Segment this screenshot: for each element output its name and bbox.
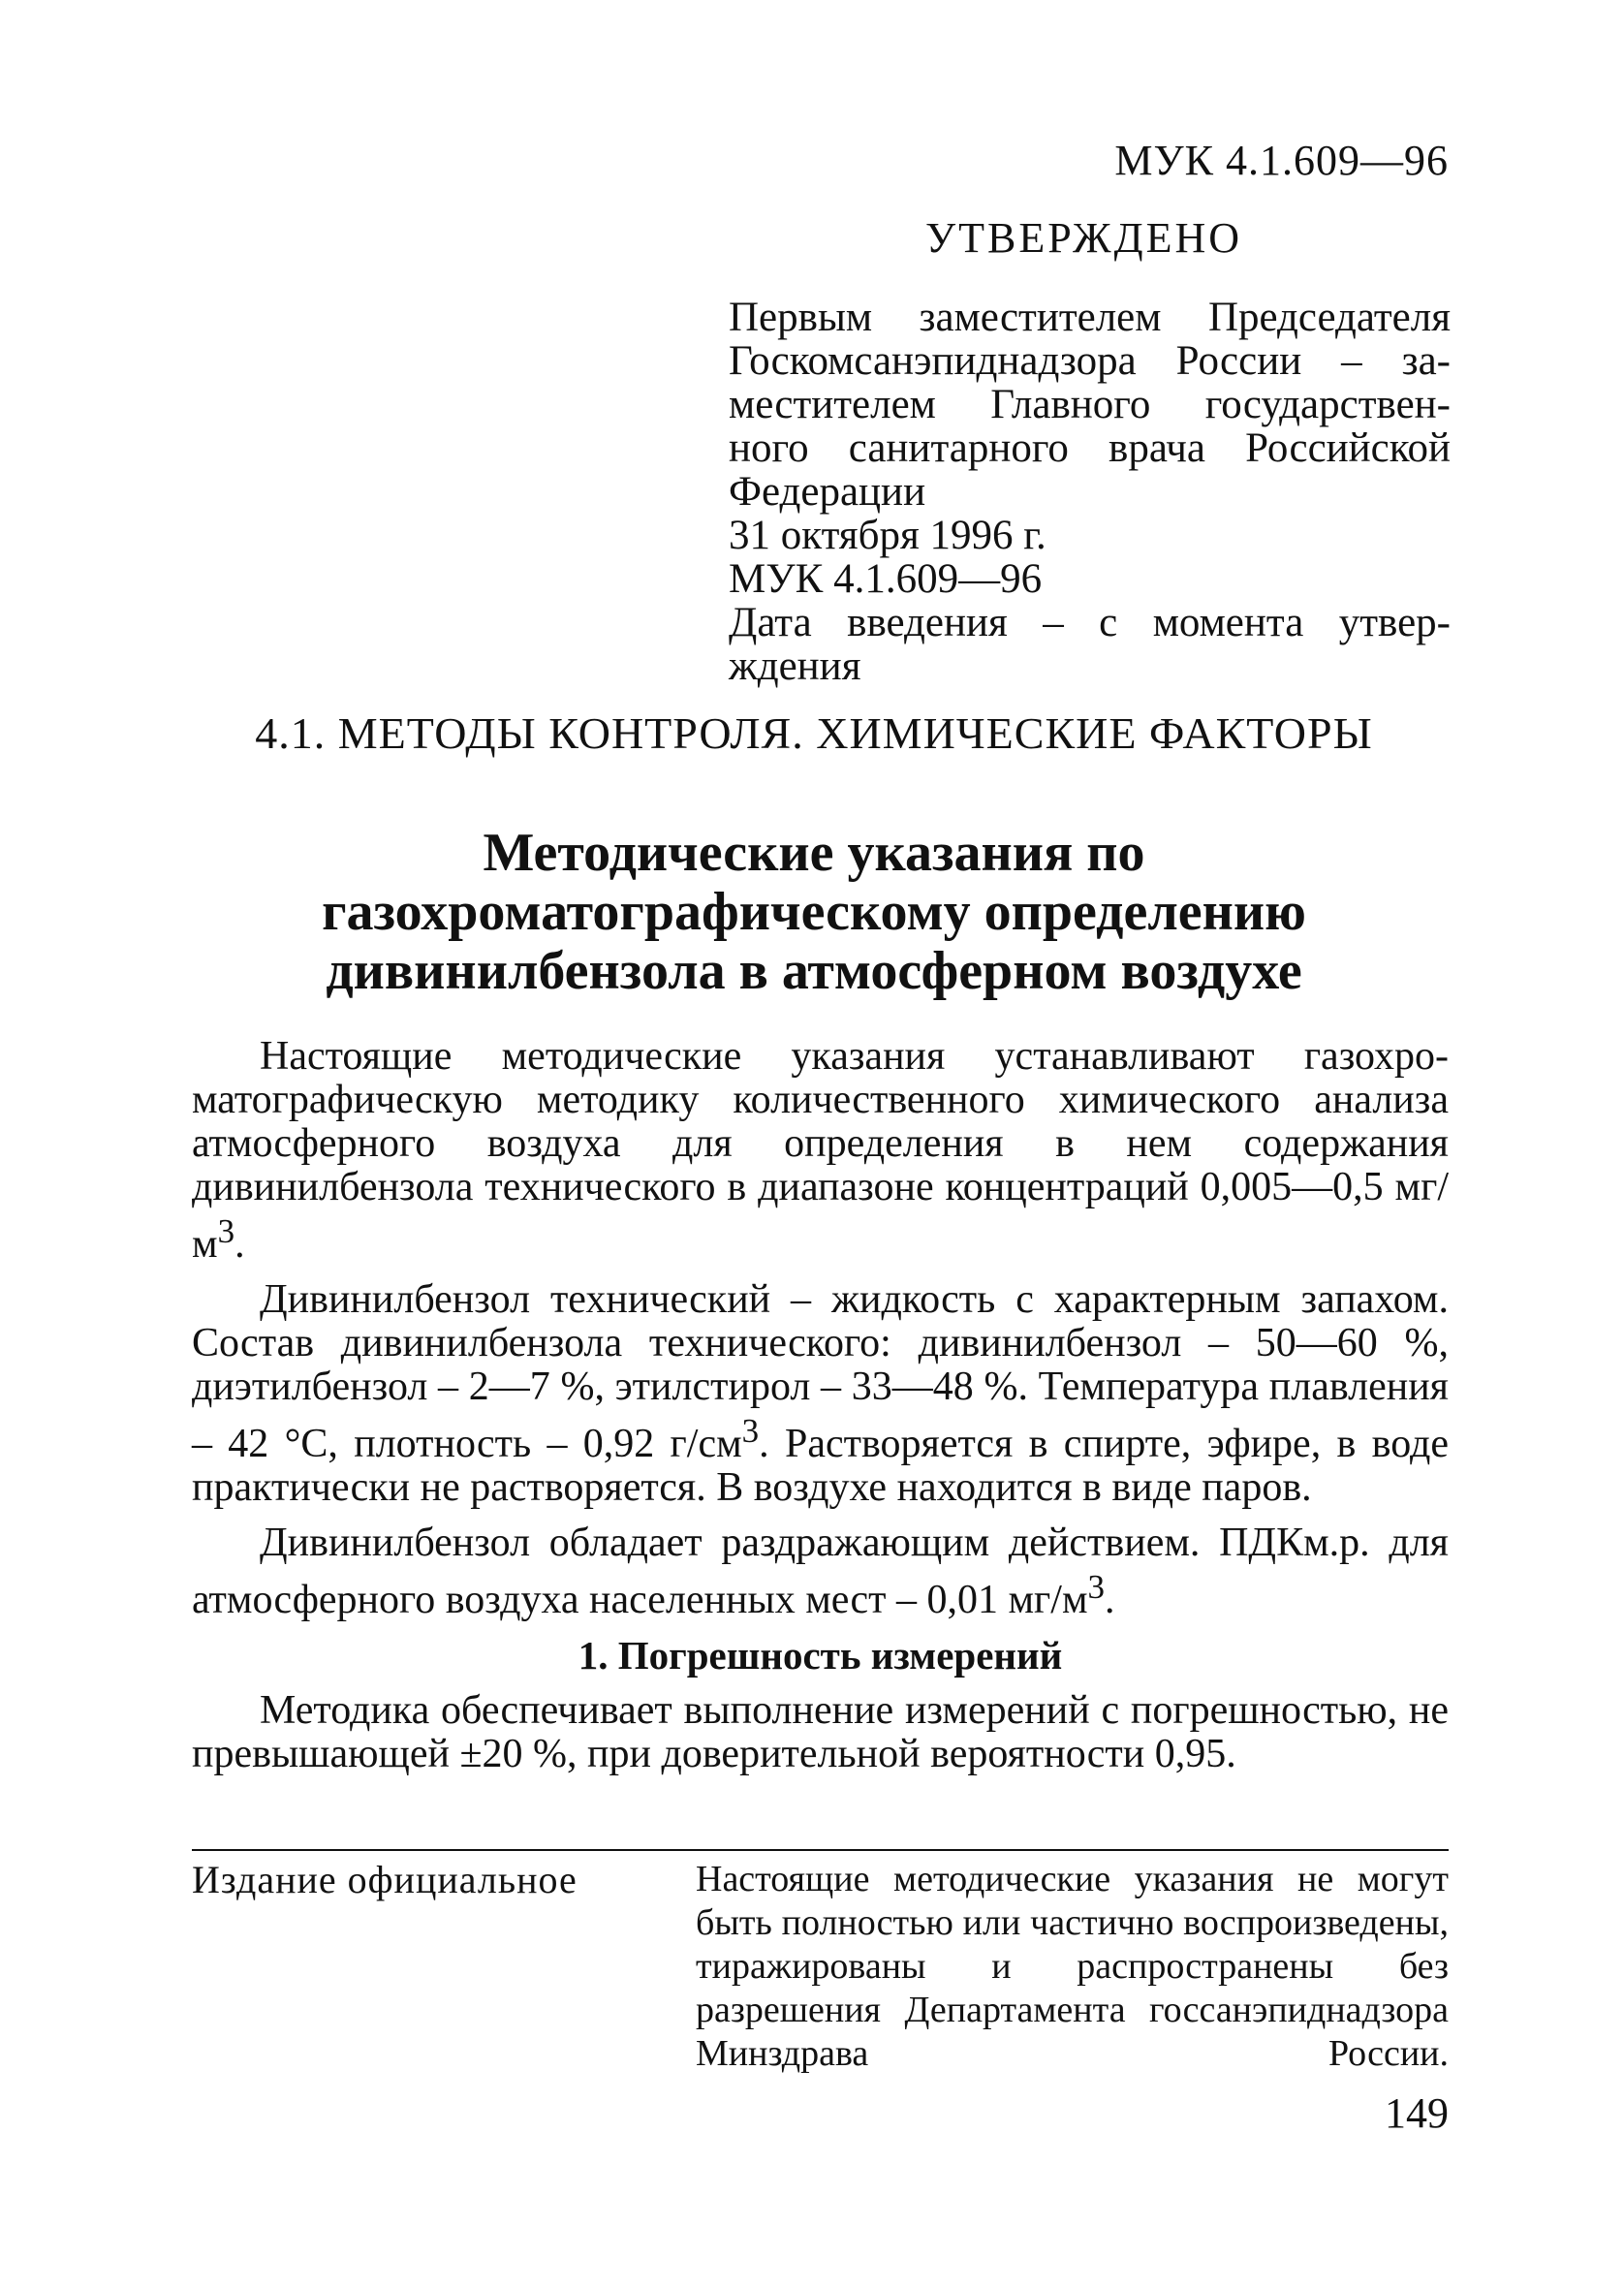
title-line: газохроматографическому определению (322, 882, 1306, 942)
approval-block (729, 296, 1451, 688)
approved-label: УТВЕРЖДЕНО (925, 214, 1243, 262)
footer-divider (192, 1849, 1449, 1851)
official-edition-label: Издание официальное (192, 1858, 578, 1901)
title-line: дивинилбензола в атмосферном воздухе (326, 941, 1302, 1001)
description-text: Дивинилбензол технический – жидкость с характерным запахом. Состав дивинилбензола технического: дивинилбензол – 50—60 %, диэтилбензол – 2—7 %, этилстирол – 33—48 %. Температура плавления – 42 °С, плотность – 0,92 г/см (192, 1277, 1449, 1466)
approval-line: Дата введения – с момента утвер- (729, 600, 1451, 645)
body-text (192, 1035, 1449, 1788)
description-text-end: . Растворяется в спирте, эфире, в воде практически не растворяется. В воздухе находится в виде паров. (192, 1422, 1449, 1510)
approval-line: Госкомсанэпиднадзора России – за- (729, 338, 1451, 384)
description-paragraph (192, 1278, 1449, 1510)
toxicity-paragraph (192, 1521, 1449, 1622)
intro-paragraph (192, 1035, 1449, 1267)
document-code: МУК 4.1.609—96 (1114, 137, 1449, 184)
toxicity-end: . (1105, 1578, 1115, 1622)
intro-end: . (234, 1222, 245, 1267)
document-title (179, 824, 1449, 1001)
approval-code: МУК 4.1.609—96 (729, 556, 1043, 602)
superscript: 3 (217, 1212, 235, 1250)
approval-date: 31 октября 1996 г. (729, 513, 1046, 558)
section-heading: 4.1. МЕТОДЫ КОНТРОЛЯ. ХИМИЧЕСКИЕ ФАКТОРЫ (255, 708, 1373, 758)
section-1-heading: 1. Погрешность измерений (578, 1633, 1063, 1678)
intro-text: Настоящие методические указания устанавливают газохроматографическую методику количественного химического анализа атмосферного воздуха для определения в нем содержания дивинилбензола технического в диапазоне концентраций 0,005—0,5 мг/м (192, 1034, 1449, 1267)
approval-line: местителем Главного государствен- (729, 382, 1451, 427)
page-number: 149 (1385, 2089, 1449, 2137)
approval-line: Первым заместителем Председателя (729, 295, 1451, 340)
approval-line: ждения (729, 643, 861, 689)
title-line: Методические указания по (483, 823, 1145, 883)
superscript: 3 (741, 1412, 760, 1450)
copyright-notice: Настоящие методические указания не могут быть полностью или частично воспроизведены, тиражированы и распространены без разрешения Департамента госсанэпиднадзора Минздрава России. (696, 1859, 1449, 2074)
approval-line: ного санитарного врача Российской (729, 425, 1451, 471)
section-1-paragraph: Методика обеспечивает выполнение измерений с погрешностью, не превышающей ±20 %, при доверительной вероятности 0,95. (192, 1688, 1449, 1776)
superscript: 3 (1087, 1568, 1106, 1606)
toxicity-text: Дивинилбензол обладает раздражающим действием. ПДКм.р. для атмосферного воздуха населенных мест – 0,01 мг/м (192, 1521, 1449, 1622)
approval-line: Федерации (729, 469, 926, 515)
